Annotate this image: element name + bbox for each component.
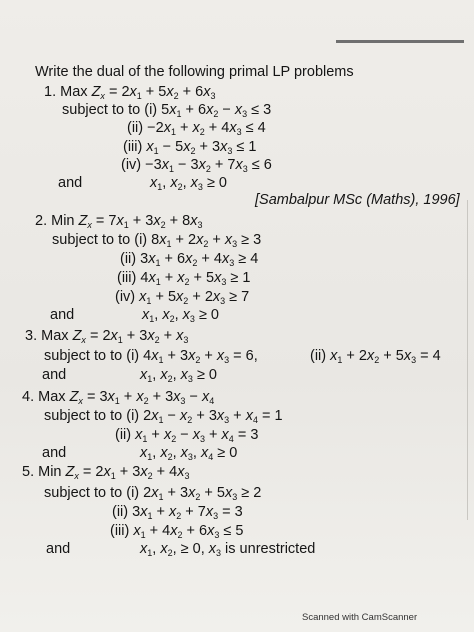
- p4-c1: subject to to (i) $2x_1 - x_2 + 3x_3 + x_4 = 1$: [44, 408, 283, 425]
- p5-nonneg: $x_1$, $x_2$, ≥ 0, $x_3$ is unrestricted: [140, 541, 316, 558]
- p3-objective: 3. Max $Z_x = 2x_1 + 3x_2 + x_3$: [25, 328, 189, 345]
- p5-c1: subject to to (i) $2x_1 + 3x_2 + 5x_3 \ge 2$: [44, 485, 262, 502]
- p1-c2: $(ii) -2x_1 + x_2 + 4x_3 \le 4$: [127, 120, 266, 137]
- p1-objective-expr: = $2x_1 + 5x_2 + 6x_3$: [108, 84, 216, 101]
- p2-c2: (ii) $3x_1 + 6x_2 + 4x_3 \ge 4$: [120, 251, 259, 268]
- p5-and: and: [46, 541, 71, 557]
- scanner-watermark: Scanned with CamScanner: [302, 612, 418, 623]
- p3-c1: subject to to (i) $4x_1 + 3x_2 + x_3 = 6$,: [44, 348, 258, 365]
- p2-c1: subject to to (i) $8x_1 + 2x_2 + x_3 \ge 3$: [52, 232, 262, 249]
- page-edge: [461, 200, 468, 520]
- p4-and: and: [42, 445, 67, 461]
- p4-c2: (ii) $x_1 + x_2 - x_3 + x_4 = 3$: [115, 427, 259, 444]
- top-rule: [336, 40, 464, 43]
- p1-and: and: [58, 175, 83, 191]
- p4-objective-expr: = $3x_1 + x_2 + 3x_3 - x_4$: [86, 389, 215, 406]
- p4-nonneg: $x_1$, $x_2$, $x_3$, $x_4 \ge 0$: [140, 445, 238, 462]
- p1-c4: $(iv) -3x_1 - 3x_2 + 7x_3 \le 6$: [121, 157, 272, 174]
- p4-objective: 4. Max $Z_x = 3x_1 + x_2 + 3x_3 - x_4$: [22, 389, 215, 406]
- p3-objective-expr: = $2x_1 + 3x_2 + x_3$: [89, 328, 189, 345]
- p3-nonneg: $x_1$, $x_2$, $x_3 \ge 0$: [140, 367, 218, 384]
- p2-c4: (iv) $x_1 + 5x_2 + 2x_3 \ge 7$: [115, 289, 250, 306]
- p1-objective: 1. Max $Z_x = 2x_1 + 5x_2 + 6x_3$: [44, 84, 216, 101]
- p5-objective: 5. Min $Z_x = 2x_1 + 3x_2 + 4x_3$: [22, 464, 190, 481]
- p5-c2: (ii) $3x_1 + x_2 + 7x_3 = 3$: [112, 504, 243, 521]
- p2-nonneg: $x_1$, $x_2$, $x_3 \ge 0$: [142, 307, 220, 324]
- heading: Write the dual of the following primal LP problems: [35, 64, 354, 80]
- p1-nonneg: $x_1$, $x_2$, $x_3 \ge 0$: [150, 175, 228, 192]
- p1-citation: [Sambalpur MSc (Maths), 1996]: [255, 192, 460, 208]
- p3-c2: (ii) $x_1 + 2x_2 + 5x_3 = 4$: [310, 348, 441, 365]
- p5-objective-expr: = $2x_1 + 3x_2 + 4x_3$: [82, 464, 190, 481]
- p2-objective-expr: = $7x_1 + 3x_2 + 8x_3$: [95, 213, 203, 230]
- p5-c3: (iii) $x_1 + 4x_2 + 6x_3 \le 5$: [110, 523, 244, 540]
- p1-c3: (iii) $x_1 - 5x_2 + 3x_3 \le 1$: [123, 139, 257, 156]
- p2-objective: 2. Min $Z_x = 7x_1 + 3x_2 + 8x_3$: [35, 213, 203, 230]
- p2-c3: (iii) $4x_1 + x_2 + 5x_3 \ge 1$: [117, 270, 251, 287]
- p3-and: and: [42, 367, 67, 383]
- p2-and: and: [50, 307, 75, 323]
- p1-c1: subject to to (i) $5x_1 + 6x_2 - x_3 \le 3$: [62, 102, 272, 119]
